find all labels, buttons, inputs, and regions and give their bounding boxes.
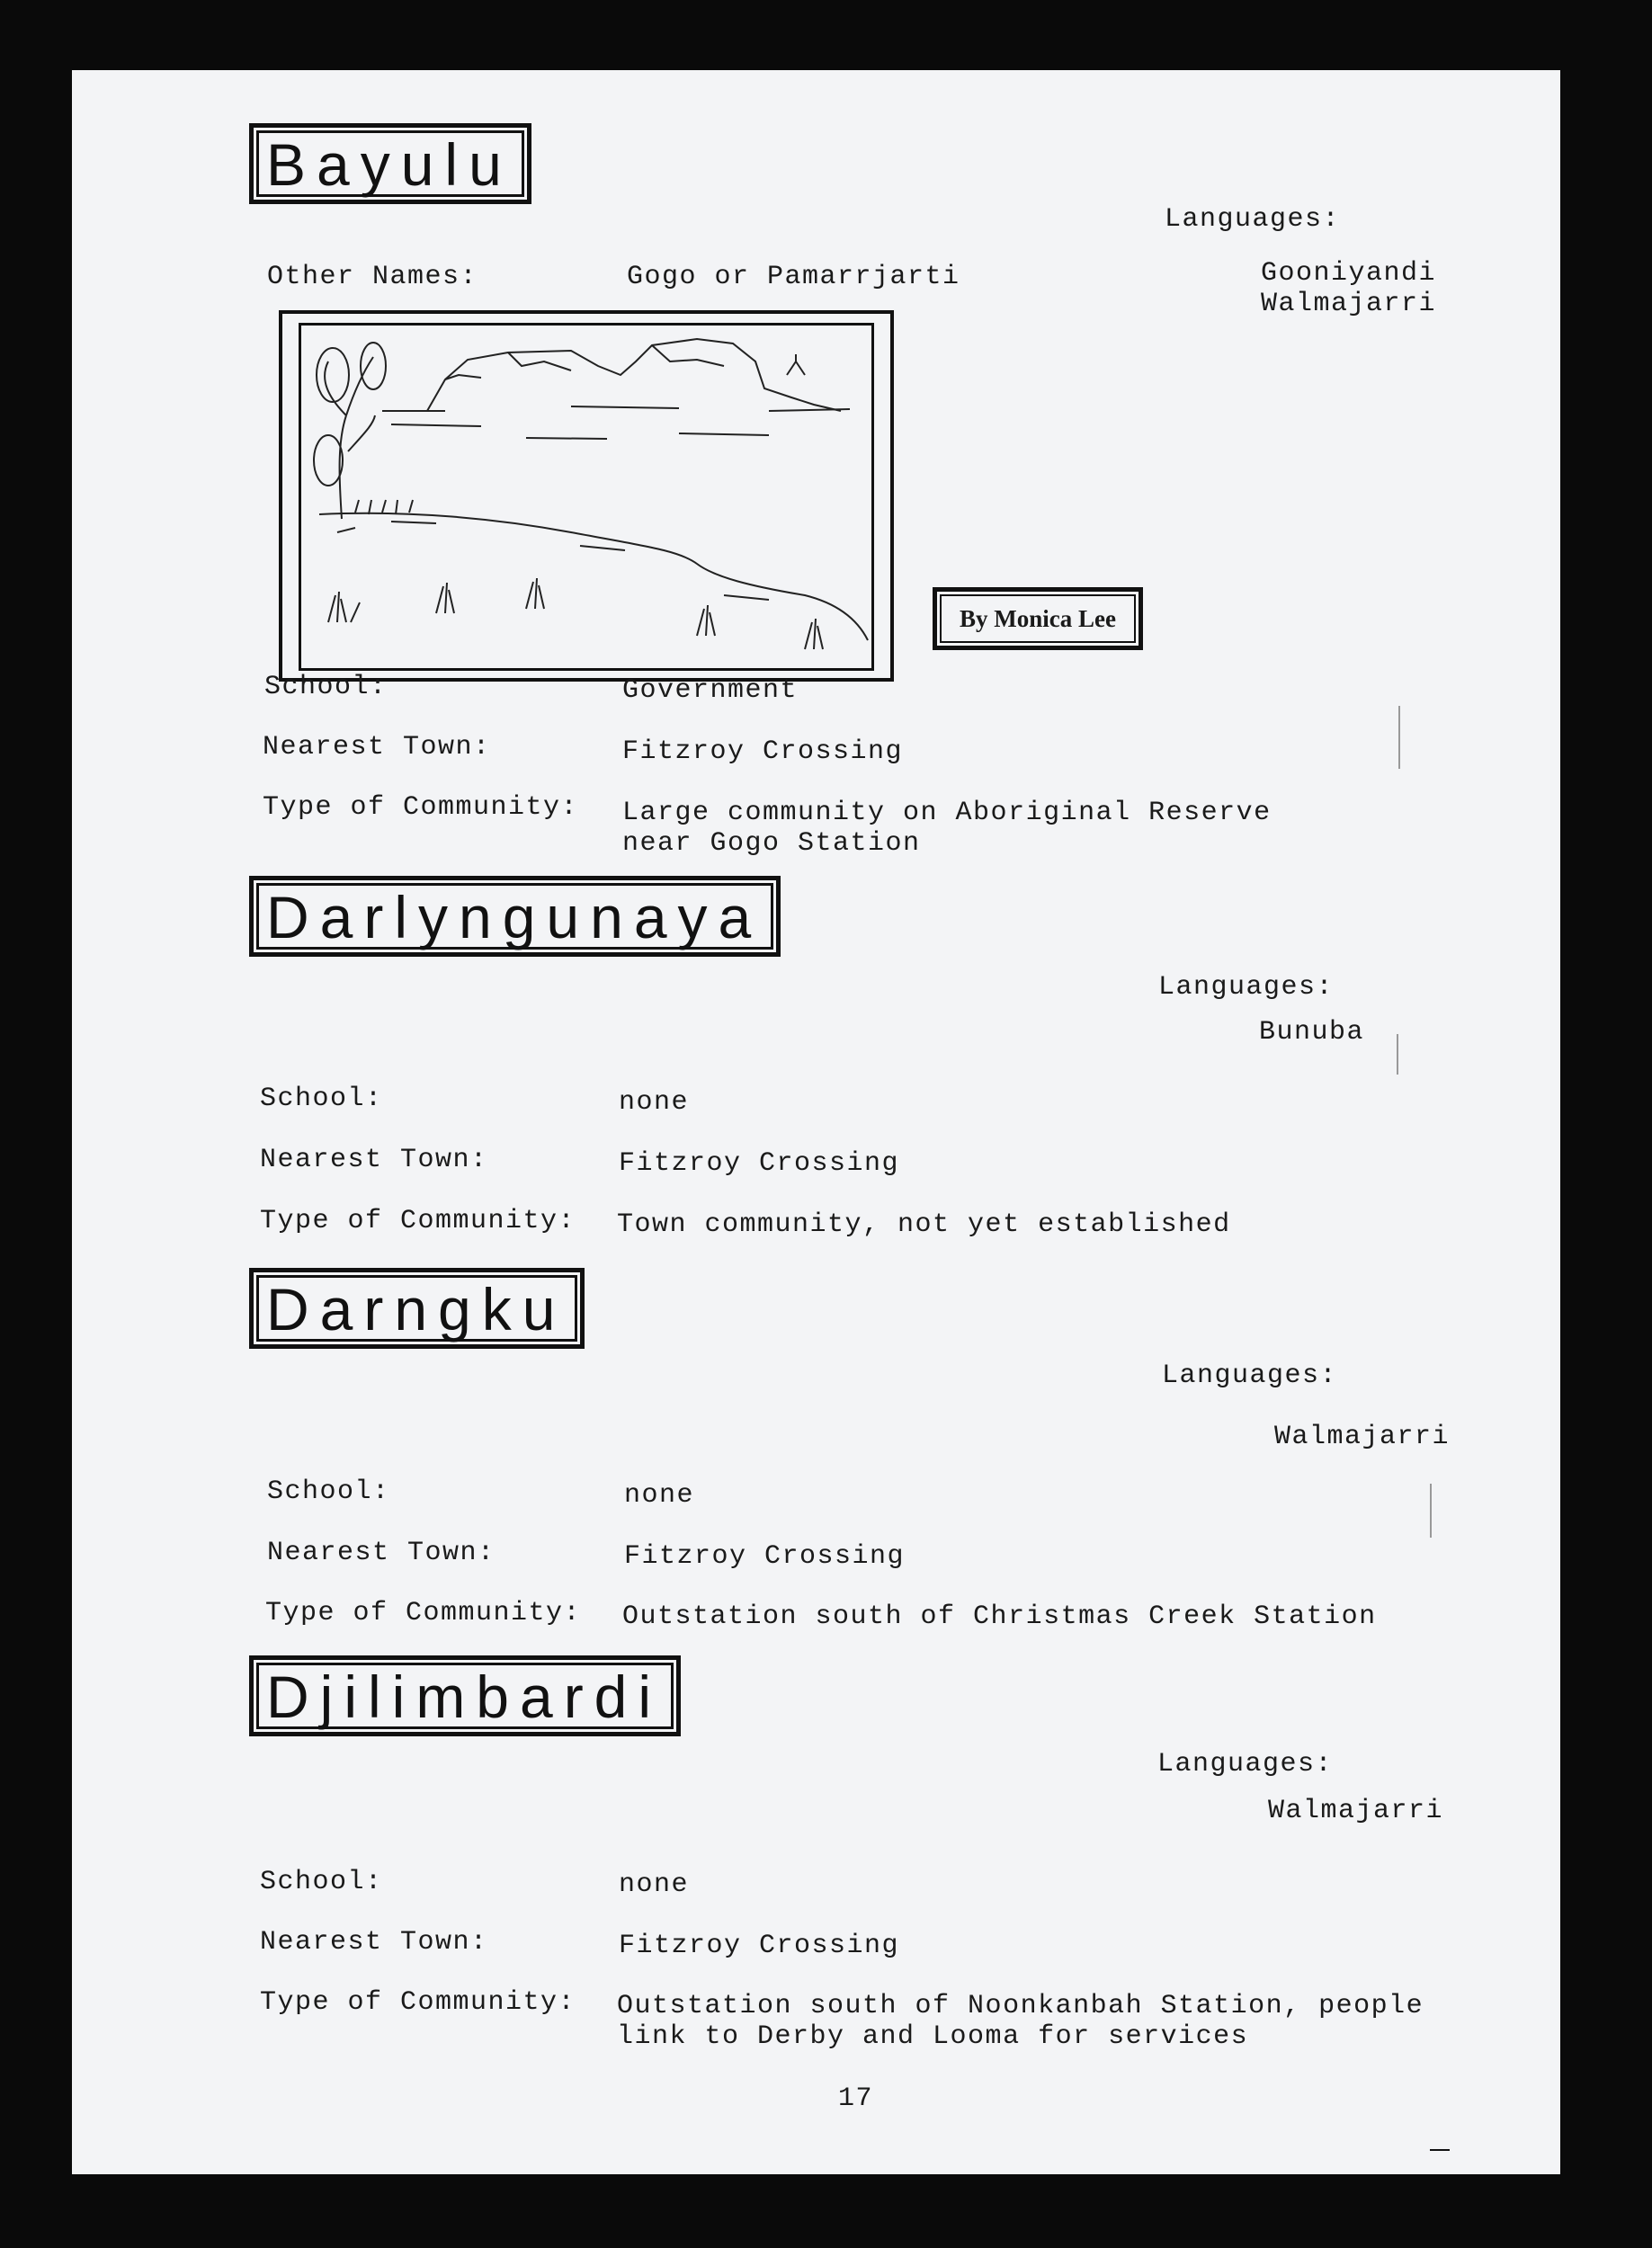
scan-mark — [1430, 1484, 1432, 1538]
school-label-djilimbardi: School: — [260, 1867, 383, 1897]
school-label-darlyngunaya: School: — [260, 1084, 383, 1114]
nearest-town-value-darlyngunaya: Fitzroy Crossing — [619, 1148, 900, 1179]
type-value-darngku: Outstation south of Christmas Creek Station — [622, 1601, 1377, 1632]
type-label-djilimbardi: Type of Community: — [260, 1987, 576, 2018]
community-title-djilimbardi: Djilimbardi — [249, 1655, 681, 1736]
languages-label-darlyngunaya: Languages: — [1158, 972, 1335, 1003]
school-value-darlyngunaya: none — [619, 1087, 690, 1118]
language-bayulu-2: Walmajarri — [1261, 289, 1437, 319]
other-names-label: Other Names: — [267, 262, 478, 292]
scan-mark — [1398, 706, 1400, 769]
school-value-djilimbardi: none — [619, 1869, 690, 1900]
landscape-sketch — [301, 326, 873, 665]
language-darlyngunaya-1: Bunuba — [1259, 1017, 1365, 1048]
school-value-bayulu: Government — [622, 675, 799, 706]
languages-label-darngku: Languages: — [1162, 1360, 1338, 1391]
type-value-djilimbardi: Outstation south of Noonkanbah Station, people link to Derby and Looma for services — [617, 1991, 1424, 2052]
nearest-town-value-darngku: Fitzroy Crossing — [624, 1541, 906, 1572]
scan-mark — [1430, 2149, 1450, 2151]
type-label-bayulu: Type of Community: — [263, 792, 579, 823]
type-value-darlyngunaya: Town community, not yet established — [617, 1209, 1231, 1240]
school-label-darngku: School: — [267, 1476, 390, 1507]
scan-mark — [1397, 1034, 1398, 1075]
type-label-darlyngunaya: Type of Community: — [260, 1206, 576, 1236]
language-bayulu-1: Gooniyandi — [1261, 258, 1437, 289]
community-title-darngku: Darngku — [249, 1268, 585, 1349]
school-label-bayulu: School: — [264, 672, 388, 702]
community-title-bayulu: Bayulu — [249, 123, 531, 204]
nearest-town-value-djilimbardi: Fitzroy Crossing — [619, 1931, 900, 1961]
languages-label-bayulu: Languages: — [1165, 204, 1341, 235]
type-value-bayulu: Large community on Aboriginal Reserve near Gogo Station — [622, 798, 1272, 859]
landscape-illustration — [279, 310, 894, 682]
type-label-darngku: Type of Community: — [265, 1598, 582, 1628]
languages-label-djilimbardi: Languages: — [1157, 1749, 1334, 1780]
nearest-town-label-djilimbardi: Nearest Town: — [260, 1927, 488, 1958]
community-title-darlyngunaya: Darlyngunaya — [249, 876, 781, 957]
nearest-town-label-darlyngunaya: Nearest Town: — [260, 1145, 488, 1175]
page-number: 17 — [838, 2083, 874, 2114]
language-djilimbardi-1: Walmajarri — [1268, 1796, 1444, 1826]
nearest-town-label-darngku: Nearest Town: — [267, 1538, 496, 1568]
language-darngku-1: Walmajarri — [1274, 1422, 1451, 1452]
school-value-darngku: none — [624, 1480, 695, 1511]
other-names-value: Gogo or Pamarrjarti — [627, 262, 960, 292]
nearest-town-label-bayulu: Nearest Town: — [263, 732, 491, 763]
illustration-credit: By Monica Lee — [933, 587, 1143, 650]
nearest-town-value-bayulu: Fitzroy Crossing — [622, 736, 904, 767]
